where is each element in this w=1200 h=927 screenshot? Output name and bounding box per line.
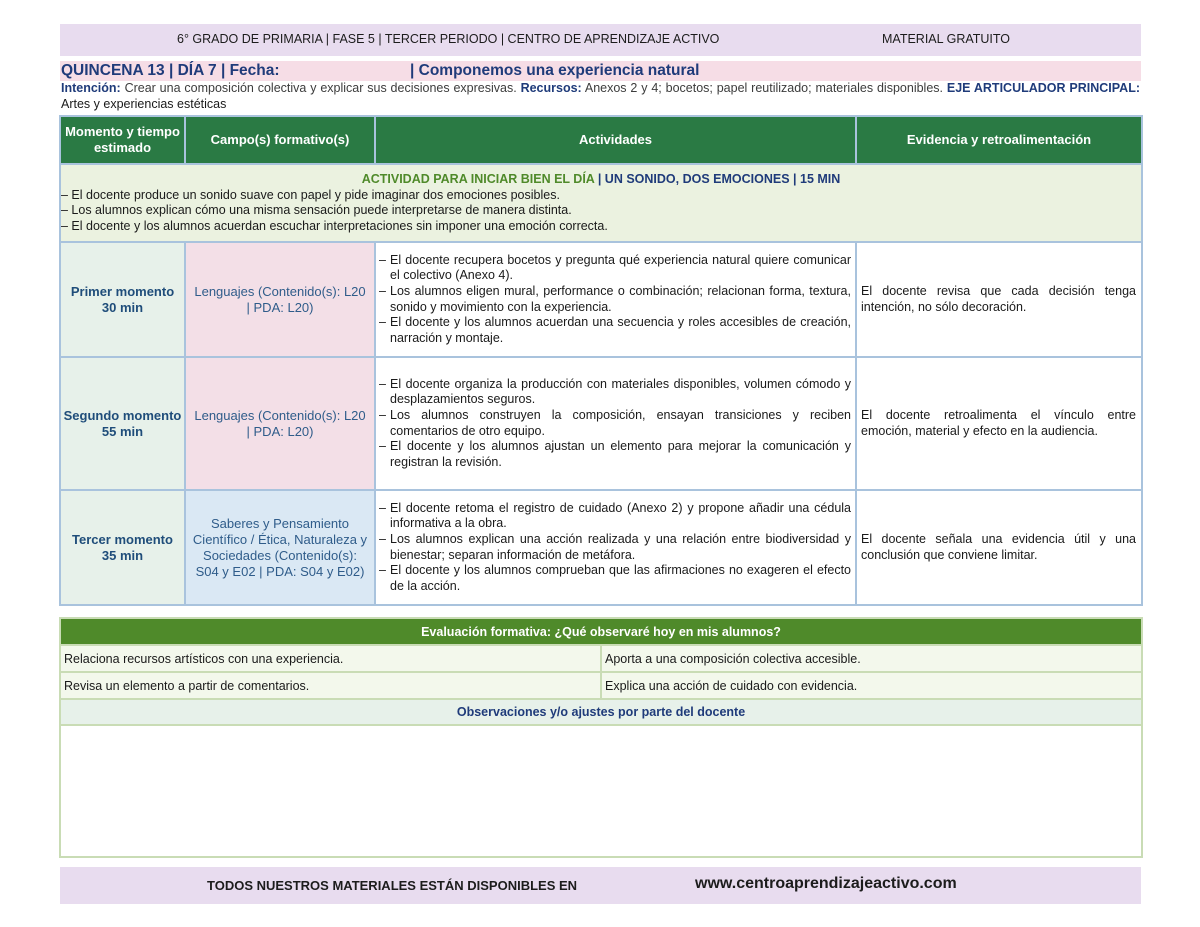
evaluation-heading: Evaluación formativa: ¿Qué observaré hoy en mis alumnos?: [60, 618, 1142, 645]
activity-item: – El docente retoma el registro de cuidado (Anexo 2) y propone añadir una cédula informativa a la obra.: [379, 500, 851, 531]
start-activity-title-b: | UN SONIDO, DOS EMOCIONES | 15 MIN: [594, 172, 841, 186]
campo-cell: Lenguajes (Contenido(s): L20 | PDA: L20): [185, 357, 375, 490]
header-band: [60, 24, 1141, 56]
intencion-text: Crear una composición colectiva y explicar sus decisiones expresivas.: [120, 81, 521, 95]
header-free-material: MATERIAL GRATUITO: [882, 32, 1011, 46]
table-row-tercer-momento: [60, 490, 1142, 605]
header-momento: Momento y tiempo estimado: [60, 116, 185, 164]
moment-cell: [60, 242, 185, 357]
activities-cell: [375, 357, 856, 490]
start-activity-line: – El docente produce un sonido suave con papel y pide imaginar dos emociones posibles.: [61, 187, 560, 202]
header-campo: Campo(s) formativo(s): [185, 116, 375, 164]
moment-time: 30 min: [101, 299, 144, 315]
title-left: QUINCENA 13 | DÍA 7 | Fecha:: [61, 62, 280, 79]
table-row-primer-momento: [60, 242, 1142, 357]
moment-cell: [60, 490, 185, 605]
activity-item: – El docente organiza la producción con materiales disponibles, volumen cómodo y desplazamientos seguros.: [379, 376, 851, 407]
evaluation-item: Aporta a una composición colectiva accesible.: [601, 645, 1142, 672]
footer-text: TODOS NUESTROS MATERIALES ESTÁN DISPONIBLES EN: [207, 878, 578, 893]
observations-area[interactable]: [60, 725, 1142, 857]
footer-band: [60, 867, 1141, 904]
campo-cell: Saberes y Pensamiento Científico / Ética, Naturaleza y Sociedades (Contenido(s): S04 y E02 | PDA: S04 y E02): [185, 490, 375, 605]
start-activity-cell: [60, 164, 1142, 242]
footer-url-link[interactable]: www.centroaprendizajeactivo.com: [695, 875, 957, 892]
intencion-label: Intención:: [61, 81, 121, 95]
activity-item: – El docente y los alumnos ajustan un elemento para mejorar la comunicación y registran la revisión.: [379, 439, 851, 469]
evaluation-row: [60, 645, 1142, 672]
eje-label: EJE ARTICULADOR PRINCIPAL:: [946, 81, 1140, 95]
eje-text: Artes y experiencias estéticas: [61, 97, 227, 111]
activity-item: – Los alumnos construyen la composición, ensayan transiciones y reciben comentarios de otro equipo.: [379, 407, 851, 438]
activity-item: – Los alumnos eligen mural, performance o combinación; relacionan forma, textura, sonido y movimiento con la experiencia.: [379, 283, 851, 314]
moment-time: 35 min: [101, 547, 144, 563]
header-evidencia: Evidencia y retroalimentación: [856, 116, 1142, 164]
evidence-cell: El docente revisa que cada decisión tenga intención, no sólo decoración.: [856, 242, 1142, 357]
moment-name: Segundo momento: [63, 407, 182, 423]
intent-paragraph: [61, 80, 1140, 112]
table-row-segundo-momento: [60, 357, 1142, 490]
title-bar: [60, 61, 1141, 81]
activities-cell: [375, 490, 856, 605]
evidence-cell: El docente señala una evidencia útil y una conclusión que conviene limitar.: [856, 490, 1142, 605]
activity-item: – El docente y los alumnos acuerdan una secuencia y roles accesibles de creación, narración y montaje.: [379, 315, 851, 345]
recursos-text: Anexos 2 y 4; bocetos; papel reutilizado; materiales disponibles.: [581, 81, 947, 95]
start-activity-row: [60, 164, 1142, 242]
start-activity-title-a: ACTIVIDAD PARA INICIAR BIEN EL DÍA: [361, 172, 595, 186]
recursos-label: Recursos:: [520, 81, 582, 95]
evidence-cell: El docente retroalimenta el vínculo entre emoción, material y efecto en la audiencia.: [856, 357, 1142, 490]
start-activity-title: [61, 172, 1141, 188]
header-grade: 6° GRADO DE PRIMARIA | FASE 5 | TERCER PERIODO | CENTRO DE APRENDIZAJE ACTIVO: [177, 32, 720, 46]
observations-heading-row: [60, 699, 1142, 725]
table-header-row: [60, 116, 1142, 164]
activity-item: – Los alumnos explican una acción realizada y una relación entre biodiversidad y bienestar; separan información de metáfora.: [379, 531, 851, 562]
moment-name: Primer momento: [70, 283, 175, 299]
observations-area-row: [60, 725, 1142, 857]
planning-table: [59, 115, 1143, 606]
moment-cell: [60, 357, 185, 490]
evaluation-item: Explica una acción de cuidado con evidencia.: [601, 672, 1142, 699]
title-right: | Componemos una experiencia natural: [410, 62, 700, 79]
activity-item: – El docente y los alumnos comprueban que las afirmaciones no exageren el efecto de la acción.: [379, 563, 851, 593]
moment-name: Tercer momento: [72, 531, 173, 547]
evaluation-table: [59, 617, 1143, 858]
activities-cell: [375, 242, 856, 357]
evaluation-row: [60, 672, 1142, 699]
evaluation-item: Revisa un elemento a partir de comentarios.: [60, 672, 601, 699]
moment-time: 55 min: [101, 423, 144, 439]
evaluation-heading-row: [60, 618, 1142, 645]
header-actividades: Actividades: [375, 116, 856, 164]
campo-cell: Lenguajes (Contenido(s): L20 | PDA: L20): [185, 242, 375, 357]
activity-item: – El docente recupera bocetos y pregunta qué experiencia natural quiere comunicar el colectivo (Anexo 4).: [379, 252, 851, 283]
start-activity-line: – Los alumnos explican cómo una misma sensación puede interpretarse de manera distinta.: [61, 203, 572, 217]
observations-heading: Observaciones y/o ajustes por parte del docente: [60, 699, 1142, 725]
evaluation-item: Relaciona recursos artísticos con una experiencia.: [60, 645, 601, 672]
start-activity-line: – El docente y los alumnos acuerdan escuchar interpretaciones sin imponer una emoción correcta.: [61, 218, 608, 233]
